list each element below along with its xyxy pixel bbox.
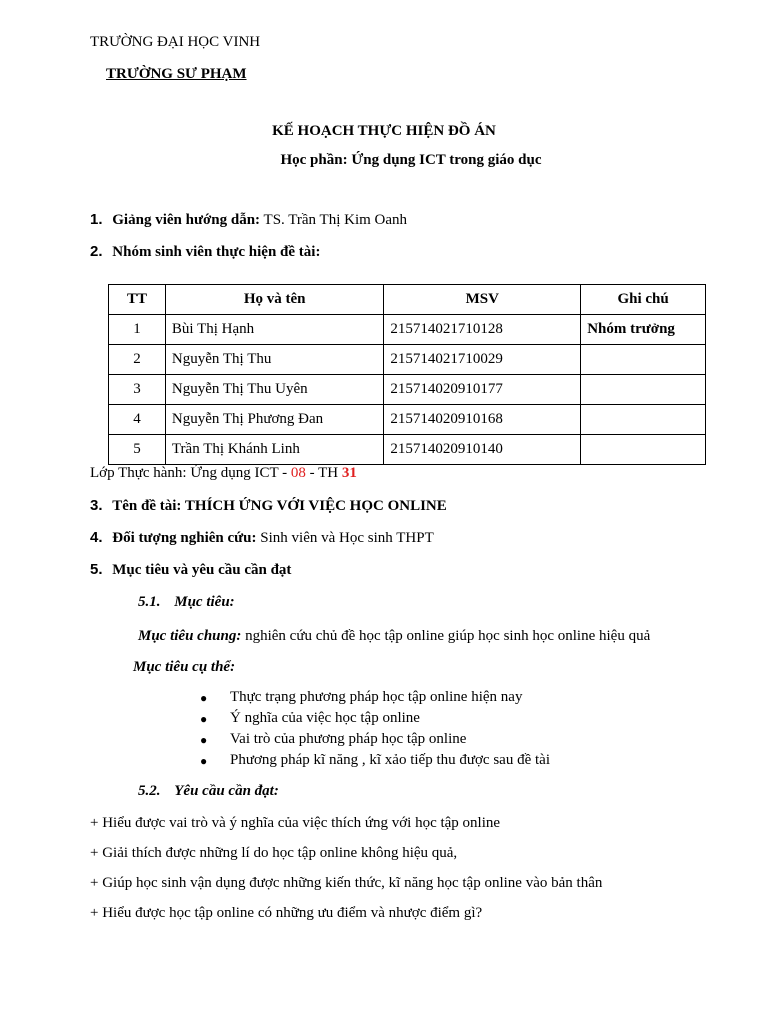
- cell-note: Nhóm trưởng: [581, 315, 706, 345]
- general-goal: [138, 628, 650, 645]
- cell-tt: 4: [109, 405, 166, 435]
- bullet-icon: ●: [200, 691, 208, 705]
- section-label: Mục tiêu và yêu cầu cần đạt: [112, 562, 292, 578]
- section-label: Giảng viên hướng dẫn:: [112, 212, 261, 228]
- supervisor-name: TS. Trần Thị Kim Oanh: [260, 212, 408, 228]
- cell-tt: 3: [109, 375, 166, 405]
- table-row: [109, 435, 706, 465]
- cell-msv: 215714021710029: [384, 345, 581, 375]
- general-goal-text: nghiên cứu chủ đề học tập online giúp học sinh học online hiệu quả: [241, 628, 651, 644]
- cell-name: Nguyễn Thị Phương Đan: [165, 405, 384, 435]
- class-code: 08: [290, 465, 306, 481]
- cell-tt: 2: [109, 345, 166, 375]
- header-note: Ghi chú: [581, 285, 706, 315]
- header-name: Họ và tên: [165, 285, 384, 315]
- requirement-item: + Hiểu được học tập online có những ưu điểm và nhược điểm gì?: [90, 905, 483, 921]
- list-item: Vai trò của phương pháp học tập online: [230, 731, 467, 747]
- subsection-label: Mục tiêu:: [174, 594, 235, 610]
- list-item: Phương pháp kĩ năng , kĩ xảo tiếp thu được sau đề tài: [230, 752, 550, 768]
- university-name: TRƯỜNG ĐẠI HỌC VINH: [90, 34, 261, 50]
- table-row: [109, 375, 706, 405]
- header-tt: TT: [109, 285, 166, 315]
- section-label: Nhóm sinh viên thực hiện đề tài:: [112, 244, 321, 260]
- cell-msv: 215714020910177: [384, 375, 581, 405]
- cell-msv: 215714020910168: [384, 405, 581, 435]
- bullet-icon: ●: [200, 712, 208, 726]
- bullet-icon: ●: [200, 754, 208, 768]
- subsection-5-1: [138, 594, 235, 611]
- section-5: [90, 561, 291, 579]
- section-4: [90, 529, 434, 547]
- cell-name: Nguyễn Thị Thu: [165, 345, 384, 375]
- section-number: 5.: [90, 561, 103, 578]
- document-subtitle: Học phần: Ứng dụng ICT trong giáo dục: [280, 152, 542, 168]
- subsection-number: 5.1.: [138, 594, 161, 610]
- cell-msv: 215714021710128: [384, 315, 581, 345]
- topic-title: THÍCH ỨNG VỚI VIỆC HỌC ONLINE: [184, 498, 447, 514]
- table-row: [109, 345, 706, 375]
- student-table: [108, 284, 706, 465]
- header-msv: MSV: [384, 285, 581, 315]
- class-number: 31: [341, 465, 357, 481]
- section-number: 2.: [90, 243, 103, 260]
- requirement-item: + Giải thích được những lí do học tập online không hiệu quả,: [90, 845, 458, 861]
- section-label: Đối tượng nghiên cứu:: [112, 530, 257, 546]
- cell-note: [581, 405, 706, 435]
- table-header-row: [109, 285, 706, 315]
- section-label: Tên đề tài:: [112, 498, 185, 514]
- cell-msv: 215714020910140: [384, 435, 581, 465]
- document-title: KẾ HOẠCH THỰC HIỆN ĐỒ ÁN: [272, 123, 496, 139]
- class-prefix: Lớp Thực hành: Ứng dụng ICT -: [90, 465, 291, 481]
- requirement-item: + Giúp học sinh vận dụng được những kiến thức, kĩ năng học tập online vào bản thân: [90, 875, 603, 891]
- class-mid: - TH: [305, 465, 342, 481]
- cell-name: Nguyễn Thị Thu Uyên: [165, 375, 384, 405]
- class-line: [90, 465, 357, 482]
- list-item: Ý nghĩa của việc học tập online: [230, 710, 420, 726]
- subsection-number: 5.2.: [138, 783, 161, 799]
- section-number: 4.: [90, 529, 103, 546]
- list-item: Thực trạng phương pháp học tập online hiện nay: [230, 689, 523, 705]
- bullet-icon: ●: [200, 733, 208, 747]
- cell-tt: 5: [109, 435, 166, 465]
- cell-name: Trần Thị Khánh Linh: [165, 435, 384, 465]
- section-2: [90, 243, 320, 261]
- subsection-5-2: [138, 783, 279, 800]
- section-number: 3.: [90, 497, 103, 514]
- specific-goal-label: Mục tiêu cụ thể:: [133, 659, 236, 675]
- requirement-item: + Hiểu được vai trò và ý nghĩa của việc thích ứng với học tập online: [90, 815, 501, 831]
- general-goal-label: Mục tiêu chung:: [138, 628, 242, 644]
- cell-tt: 1: [109, 315, 166, 345]
- table-row: [109, 405, 706, 435]
- table-row: [109, 315, 706, 345]
- cell-note: [581, 435, 706, 465]
- research-subject: Sinh viên và Học sinh THPT: [256, 530, 434, 546]
- school-name: TRƯỜNG SƯ PHẠM: [106, 66, 247, 82]
- section-number: 1.: [90, 211, 103, 228]
- cell-name: Bùi Thị Hạnh: [165, 315, 384, 345]
- subsection-label: Yêu cầu cần đạt:: [174, 783, 279, 799]
- section-3: [90, 497, 447, 515]
- section-1: [90, 211, 407, 229]
- cell-note: [581, 345, 706, 375]
- cell-note: [581, 375, 706, 405]
